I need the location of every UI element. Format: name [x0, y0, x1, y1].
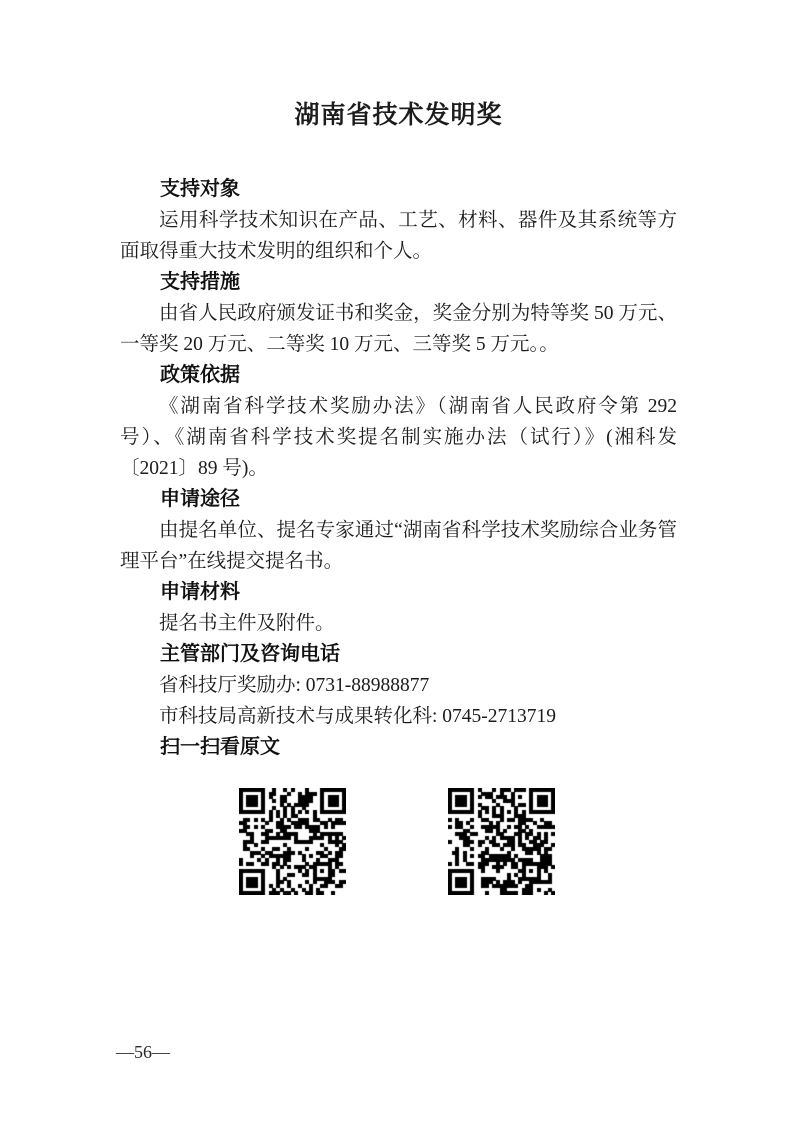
page-number: —56— — [116, 1042, 170, 1062]
section-heading: 申请途径 — [160, 488, 240, 510]
section-application-materials — [120, 577, 677, 639]
section-application-channel — [120, 484, 677, 577]
qr-row — [120, 788, 677, 895]
section-heading: 支持对象 — [160, 178, 240, 200]
section-heading: 支持措施 — [160, 271, 240, 293]
paragraph: 由省人民政府颁发证书和奖金，奖金分别为特等奖 50 万元、一等奖 20 万元、二等奖 10 万元、三等奖 5 万元。。 — [120, 303, 677, 355]
contact-line-province: 省科技厅奖励办: 0731-88988877 — [159, 675, 430, 696]
qr-code-right-icon — [448, 788, 555, 895]
paragraph: 由提名单位、提名专家通过“湖南省科学技术奖励综合业务管理平台”在线提交提名书。 — [120, 520, 677, 572]
page-title: 湖南省技术发明奖 — [294, 102, 503, 129]
paragraph: 运用科学技术知识在产品、工艺、材料、器件及其系统等方面取得重大技术发明的组织和个人。 — [120, 210, 677, 262]
section-support-measures — [120, 267, 677, 360]
section-contact-phones — [120, 639, 677, 732]
qr-code-left-icon — [239, 788, 346, 895]
paragraph: 《湖南省科学技术奖励办法》（湖南省人民政府令第 292 号）、《湖南省科学技术奖提名制实施办法（试行）》(湘科发〔2021〕89 号)。 — [120, 396, 677, 479]
section-heading: 申请材料 — [160, 581, 240, 603]
section-support-target — [120, 174, 677, 267]
paragraph: 提名书主件及附件。 — [159, 613, 335, 634]
section-policy-basis — [120, 360, 677, 484]
section-heading: 主管部门及咨询电话 — [160, 643, 340, 665]
section-scan-original — [120, 732, 677, 895]
contact-line-city: 市科技局高新技术与成果转化科: 0745-2713719 — [159, 706, 557, 727]
section-heading: 扫一扫看原文 — [160, 736, 280, 758]
document-content — [120, 100, 677, 895]
section-heading: 政策依据 — [160, 364, 240, 386]
